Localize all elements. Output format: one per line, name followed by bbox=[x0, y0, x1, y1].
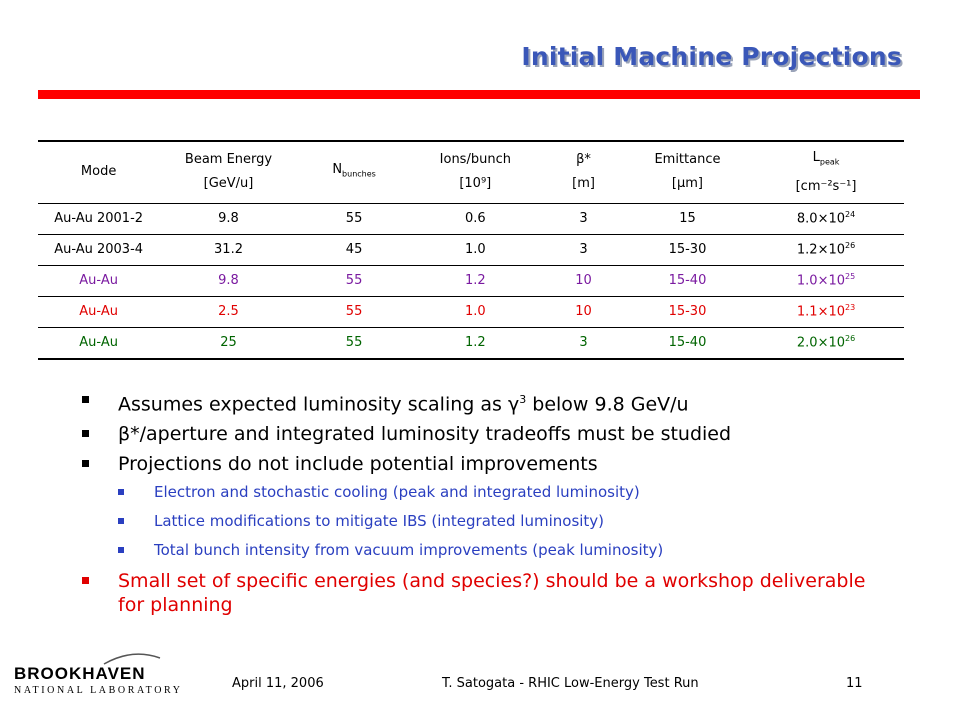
logo-wordmark: BROOKHAVEN bbox=[14, 664, 146, 683]
header-beta-unit: [m] bbox=[572, 176, 595, 192]
page-number: 11 bbox=[846, 676, 863, 691]
table-row bbox=[38, 234, 904, 265]
bullet-beta-tradeoffs bbox=[82, 422, 882, 446]
cell-energy: 9.8 bbox=[159, 265, 298, 296]
bullet-text: Small set of specific energies (and species?) should be a workshop deliverable for planning bbox=[118, 570, 866, 617]
bullet-workshop-deliverable bbox=[82, 569, 882, 617]
cell-lpeak bbox=[748, 265, 904, 296]
cell-lpeak bbox=[748, 203, 904, 234]
bullet-list bbox=[82, 388, 882, 623]
cell-emittance: 15-30 bbox=[627, 296, 748, 327]
cell-nbunches: 55 bbox=[298, 296, 411, 327]
bullet-text: Lattice modifications to mitigate IBS (integrated luminosity) bbox=[154, 512, 605, 531]
cell-beta: 3 bbox=[540, 234, 627, 265]
cell-nbunches: 45 bbox=[298, 234, 411, 265]
cell-ions: 1.2 bbox=[410, 327, 540, 359]
header-lpeak-unit: [cm⁻²s⁻¹] bbox=[795, 178, 857, 194]
square-bullet-icon bbox=[82, 396, 89, 403]
cell-energy: 25 bbox=[159, 327, 298, 359]
cell-mode: Au-Au bbox=[38, 296, 159, 327]
bullet-luminosity-scaling bbox=[82, 388, 882, 416]
header-emittance: Emittance bbox=[654, 152, 721, 168]
lpeak-mantissa: 1.0×10 bbox=[796, 273, 845, 289]
bullet-text: below 9.8 GeV/u bbox=[526, 393, 689, 416]
square-bullet-icon bbox=[118, 489, 124, 495]
cell-mode: Au-Au bbox=[38, 327, 159, 359]
lpeak-exponent: 25 bbox=[845, 272, 856, 282]
slide-title: Initial Machine Projections bbox=[521, 42, 902, 71]
cell-beta: 3 bbox=[540, 203, 627, 234]
table-row bbox=[38, 296, 904, 327]
header-beta: β* bbox=[576, 152, 591, 168]
cell-mode: Au-Au 2003-4 bbox=[38, 234, 159, 265]
header-ions: Ions/bunch bbox=[439, 152, 511, 168]
cell-energy: 2.5 bbox=[159, 296, 298, 327]
cell-lpeak bbox=[748, 234, 904, 265]
bullet-text: Assumes expected luminosity scaling as γ bbox=[118, 393, 520, 416]
title-divider-bar bbox=[38, 90, 920, 99]
sub-bullet-intensity bbox=[82, 540, 882, 560]
lpeak-exponent: 26 bbox=[845, 241, 856, 251]
cell-mode: Au-Au 2001-2 bbox=[38, 203, 159, 234]
cell-emittance: 15 bbox=[627, 203, 748, 234]
cell-emittance: 15-30 bbox=[627, 234, 748, 265]
lpeak-mantissa: 1.2×10 bbox=[796, 242, 845, 258]
square-bullet-icon bbox=[118, 518, 124, 524]
footer-date: April 11, 2006 bbox=[232, 676, 324, 691]
cell-nbunches: 55 bbox=[298, 203, 411, 234]
cell-ions: 1.0 bbox=[410, 234, 540, 265]
gamma-exponent: 3 bbox=[519, 393, 527, 406]
cell-emittance: 15-40 bbox=[627, 265, 748, 296]
bullet-text: Electron and stochastic cooling (peak and integrated luminosity) bbox=[154, 483, 640, 502]
header-mode: Mode bbox=[80, 164, 117, 180]
square-bullet-icon bbox=[82, 430, 89, 437]
sub-bullet-cooling bbox=[82, 482, 882, 502]
lpeak-mantissa: 8.0×10 bbox=[796, 211, 845, 227]
lpeak-mantissa: 1.1×10 bbox=[796, 304, 845, 320]
bullet-projections bbox=[82, 452, 882, 476]
cell-energy: 31.2 bbox=[159, 234, 298, 265]
brookhaven-logo bbox=[14, 664, 184, 704]
square-bullet-icon bbox=[118, 547, 124, 553]
header-lpeak-sub: peak bbox=[819, 157, 840, 167]
cell-lpeak bbox=[748, 327, 904, 359]
header-beam-energy-unit: [GeV/u] bbox=[203, 176, 254, 192]
bullet-text: Projections do not include potential improvements bbox=[118, 453, 598, 476]
square-bullet-icon bbox=[82, 577, 89, 584]
lpeak-exponent: 23 bbox=[845, 303, 856, 313]
table-row bbox=[38, 265, 904, 296]
sub-bullet-lattice bbox=[82, 511, 882, 531]
projections-table bbox=[38, 140, 904, 360]
header-nbunches-sub: bunches bbox=[342, 169, 376, 179]
logo-subtitle: NATIONAL LABORATORY bbox=[14, 685, 183, 696]
cell-ions: 0.6 bbox=[410, 203, 540, 234]
table-row bbox=[38, 327, 904, 359]
cell-nbunches: 55 bbox=[298, 265, 411, 296]
cell-emittance: 15-40 bbox=[627, 327, 748, 359]
cell-beta: 10 bbox=[540, 296, 627, 327]
header-emittance-unit: [μm] bbox=[671, 176, 703, 192]
cell-energy: 9.8 bbox=[159, 203, 298, 234]
cell-beta: 3 bbox=[540, 327, 627, 359]
bullet-text: Total bunch intensity from vacuum improvements (peak luminosity) bbox=[154, 541, 664, 560]
bullet-text: β*/aperture and integrated luminosity tradeoffs must be studied bbox=[118, 423, 732, 446]
cell-nbunches: 55 bbox=[298, 327, 411, 359]
header-lpeak: L bbox=[812, 150, 820, 165]
header-ions-unit: [10⁹] bbox=[459, 176, 492, 192]
cell-ions: 1.0 bbox=[410, 296, 540, 327]
header-nbunches: N bbox=[332, 162, 343, 177]
table-row bbox=[38, 203, 904, 234]
cell-mode: Au-Au bbox=[38, 265, 159, 296]
table-header-row bbox=[38, 141, 904, 203]
cell-beta: 10 bbox=[540, 265, 627, 296]
cell-ions: 1.2 bbox=[410, 265, 540, 296]
cell-lpeak bbox=[748, 296, 904, 327]
lpeak-mantissa: 2.0×10 bbox=[796, 335, 845, 351]
square-bullet-icon bbox=[82, 460, 89, 467]
header-beam-energy: Beam Energy bbox=[184, 152, 273, 168]
lpeak-exponent: 26 bbox=[845, 334, 856, 344]
footer-author: T. Satogata - RHIC Low-Energy Test Run bbox=[442, 676, 699, 691]
lpeak-exponent: 24 bbox=[845, 210, 856, 220]
